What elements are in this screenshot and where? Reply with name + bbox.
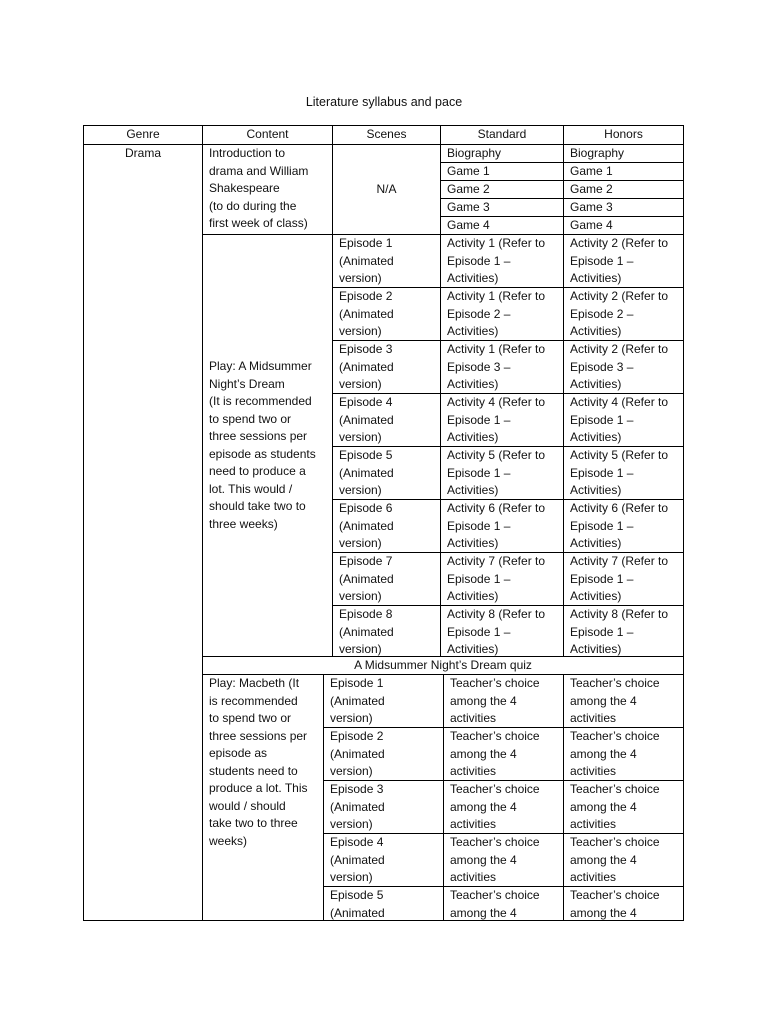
header-content: Content: [202, 125, 333, 145]
intro-honors-4: Game 3: [563, 198, 684, 217]
macbeth-ep5-honors: Teacher’s choice among the 4: [563, 886, 684, 921]
midsummer-ep2-standard: Activity 1 (Refer to Episode 2 – Activities): [440, 287, 564, 341]
midsummer-ep1-scene: Episode 1 (Animated version): [332, 234, 441, 288]
macbeth-ep5-standard: Teacher’s choice among the 4: [443, 886, 564, 921]
macbeth-ep4-standard: Teacher’s choice among the 4 activities: [443, 833, 564, 887]
macbeth-ep4-scene: Episode 4 (Animated version): [323, 833, 444, 887]
midsummer-ep3-scene: Episode 3 (Animated version): [332, 340, 441, 394]
midsummer-ep8-scene: Episode 8 (Animated version): [332, 605, 441, 657]
midsummer-ep1-standard: Activity 1 (Refer to Episode 1 – Activities): [440, 234, 564, 288]
macbeth-content-cell: Play: Macbeth (It is recommended to spend two or three sessions per episode as students need to produce a lot. This would / should take two to three weeks): [202, 674, 324, 921]
midsummer-ep5-scene: Episode 5 (Animated version): [332, 446, 441, 500]
macbeth-ep3-standard: Teacher’s choice among the 4 activities: [443, 780, 564, 834]
midsummer-ep2-honors: Activity 2 (Refer to Episode 2 – Activities): [563, 287, 684, 341]
intro-standard-3: Game 2: [440, 180, 564, 199]
macbeth-ep4-honors: Teacher’s choice among the 4 activities: [563, 833, 684, 887]
macbeth-ep3-scene: Episode 3 (Animated version): [323, 780, 444, 834]
midsummer-ep4-honors: Activity 4 (Refer to Episode 1 – Activities): [563, 393, 684, 447]
header-scenes: Scenes: [332, 125, 441, 145]
genre-cell: Drama: [83, 144, 203, 921]
intro-standard-4: Game 3: [440, 198, 564, 217]
midsummer-ep7-scene: Episode 7 (Animated version): [332, 552, 441, 606]
macbeth-ep3-honors: Teacher’s choice among the 4 activities: [563, 780, 684, 834]
intro-honors-1: Biography: [563, 144, 684, 163]
midsummer-ep2-scene: Episode 2 (Animated version): [332, 287, 441, 341]
midsummer-ep6-standard: Activity 6 (Refer to Episode 1 – Activities): [440, 499, 564, 553]
midsummer-ep6-honors: Activity 6 (Refer to Episode 1 – Activities): [563, 499, 684, 553]
document-title: Literature syllabus and pace: [305, 95, 463, 109]
header-honors: Honors: [563, 125, 684, 145]
header-genre: Genre: [83, 125, 203, 145]
midsummer-ep3-standard: Activity 1 (Refer to Episode 3 – Activities): [440, 340, 564, 394]
intro-honors-3: Game 2: [563, 180, 684, 199]
intro-standard-2: Game 1: [440, 162, 564, 181]
intro-honors-2: Game 1: [563, 162, 684, 181]
midsummer-ep1-honors: Activity 2 (Refer to Episode 1 – Activities): [563, 234, 684, 288]
macbeth-ep1-standard: Teacher’s choice among the 4 activities: [443, 674, 564, 728]
midsummer-ep4-scene: Episode 4 (Animated version): [332, 393, 441, 447]
midsummer-ep3-honors: Activity 2 (Refer to Episode 3 – Activities): [563, 340, 684, 394]
midsummer-ep4-standard: Activity 4 (Refer to Episode 1 – Activities): [440, 393, 564, 447]
macbeth-ep2-honors: Teacher’s choice among the 4 activities: [563, 727, 684, 781]
midsummer-ep6-scene: Episode 6 (Animated version): [332, 499, 441, 553]
intro-content-cell: Introduction to drama and William Shakespeare (to do during the first week of class): [202, 144, 333, 235]
intro-scenes-cell: [332, 144, 441, 235]
midsummer-content-text: Play: A Midsummer Night’s Dream (It is recommended to spend two or three sessions per episode as students need to produce a lot. This would / should take two to three weeks): [209, 359, 316, 531]
intro-scenes-text: N/A: [376, 181, 397, 196]
macbeth-ep5-scene: Episode 5 (Animated: [323, 886, 444, 921]
macbeth-ep2-standard: Teacher’s choice among the 4 activities: [443, 727, 564, 781]
macbeth-ep2-scene: Episode 2 (Animated version): [323, 727, 444, 781]
header-standard: Standard: [440, 125, 564, 145]
intro-standard-5: Game 4: [440, 216, 564, 235]
macbeth-ep1-scene: Episode 1 (Animated version): [323, 674, 444, 728]
intro-standard-1: Biography: [440, 144, 564, 163]
midsummer-content-cell: [202, 234, 333, 657]
macbeth-ep1-honors: Teacher’s choice among the 4 activities: [563, 674, 684, 728]
midsummer-ep7-standard: Activity 7 (Refer to Episode 1 – Activities): [440, 552, 564, 606]
midsummer-ep8-honors: Activity 8 (Refer to Episode 1 – Activities): [563, 605, 684, 657]
midsummer-ep7-honors: Activity 7 (Refer to Episode 1 – Activities): [563, 552, 684, 606]
midsummer-ep5-standard: Activity 5 (Refer to Episode 1 – Activities): [440, 446, 564, 500]
midsummer-ep5-honors: Activity 5 (Refer to Episode 1 – Activities): [563, 446, 684, 500]
midsummer-ep8-standard: Activity 8 (Refer to Episode 1 – Activities): [440, 605, 564, 657]
midsummer-quiz-row: A Midsummer Night’s Dream quiz: [202, 656, 684, 675]
intro-honors-5: Game 4: [563, 216, 684, 235]
